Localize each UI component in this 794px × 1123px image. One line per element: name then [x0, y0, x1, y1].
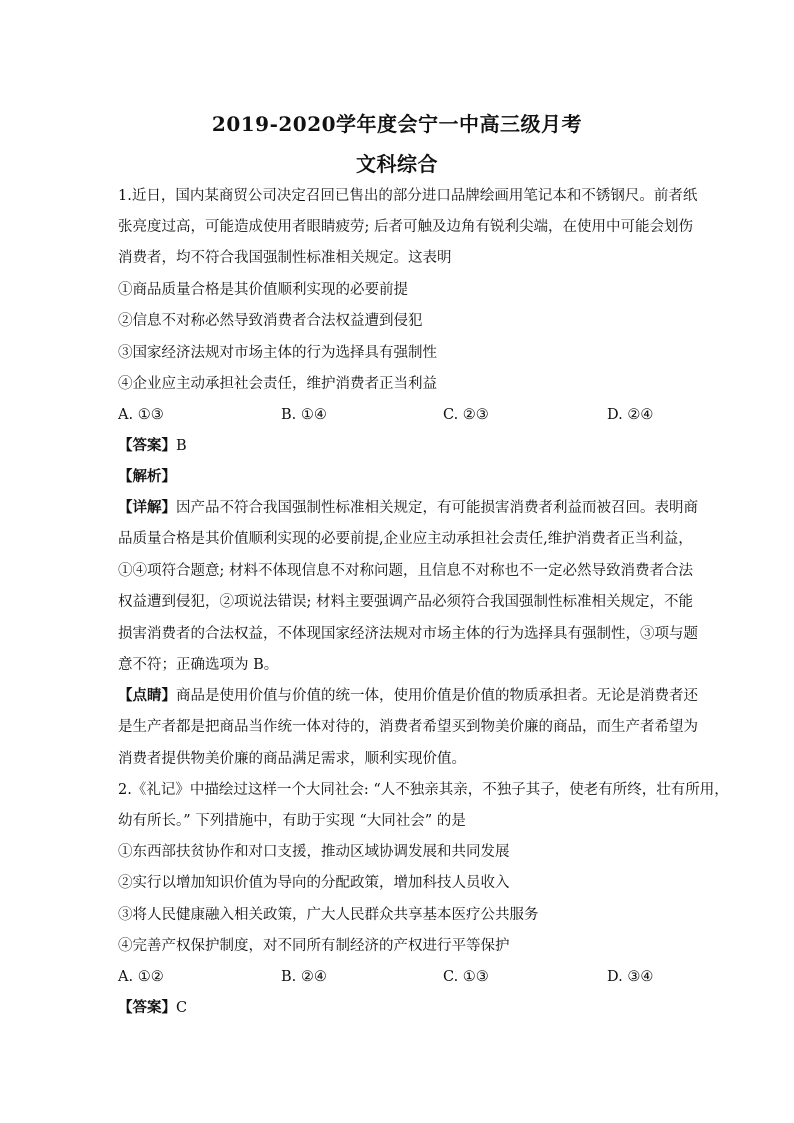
q1-comment-line: [118, 687, 698, 705]
q2-item: ④完善产权保护制度，对不同所有制经济的产权进行平等保护: [118, 938, 510, 954]
comment-tag: 【点睛】: [118, 687, 176, 704]
q1-detail-line: 损害消费者的合法权益，不体现国家经济法规对市场主体的行为选择具有强制性，③项与题: [118, 626, 698, 642]
document-title: 2019-2020学年度会宁一中高三级月考: [211, 112, 583, 136]
q1-item: ④企业应主动承担社会责任，维护消费者正当利益: [118, 376, 437, 392]
answer-value: C: [176, 1000, 188, 1016]
q1-item: ③国家经济法规对市场主体的行为选择具有强制性: [118, 345, 437, 361]
q1-item: ①商品质量合格是其价值顺利实现的必要前提: [118, 282, 408, 298]
q1-analysis-line: [118, 468, 678, 486]
detail-text: 因产品不符合我国强制性标准相关规定，有可能损害消费者利益而被召回。表明商: [176, 500, 698, 516]
q1-comment-line: 是生产者都是把商品当作统一体对待的，消费者希望买到物美价廉的商品，而生产者希望为: [118, 719, 698, 735]
q1-detail-line: [118, 499, 698, 517]
q1-detail-line: 意不符；正确选项为 B。: [118, 657, 279, 673]
q1-detail-line: 权益遭到侵犯，②项说法错误; 材料主要强调产品必须符合我国强制性标准相关规定，不能: [118, 594, 693, 610]
q2-option-b: B. ②④: [281, 969, 327, 985]
q2-item: ②实行以增加知识价值为导向的分配政策，增加科技人员收入: [118, 875, 510, 891]
q1-stem-line: 1.近日，国内某商贸公司决定召回已售出的部分进口品牌绘画用笔记本和不锈钢尺。前者纸: [118, 188, 698, 204]
q2-item: ①东西部扶贫协作和对口支援，推动区域协调发展和共同发展: [118, 844, 510, 860]
comment-text: 商品是使用价值与价值的统一体，使用价值是价值的物质承担者。无论是消费者还: [176, 688, 698, 704]
q1-answer-line: [118, 437, 678, 455]
q1-option-c: C. ②③: [443, 407, 489, 423]
q1-option-a: A. ①③: [118, 407, 164, 423]
detail-tag: 【详解】: [118, 499, 176, 516]
q2-item: ③将人民健康融入相关政策，广大人民群众共享基本医疗公共服务: [118, 907, 539, 923]
q1-detail-line: ①④项符合题意; 材料不体现信息不对称问题，且信息不对称也不一定必然导致消费者合法: [118, 563, 693, 579]
q2-option-d: D. ③④: [607, 969, 654, 985]
q2-stem-line: 2.《礼记》中描绘过这样一个大同社会: “人不独亲其亲，不独子其子，使老有所终，壮有所用，: [118, 782, 729, 798]
q2-option-a: A. ①②: [118, 969, 164, 985]
q1-stem-line: 张亮度过高，可能造成使用者眼睛疲劳; 后者可触及边角有锐利尖端，在使用中可能会划伤: [118, 219, 693, 235]
q1-comment-line: 消费者提供物美价廉的商品满足需求，顺利实现价值。: [118, 751, 466, 767]
q1-option-b: B. ①④: [281, 407, 327, 423]
q1-stem-line: 消费者，均不符合我国强制性标准相关规定。这表明: [118, 250, 452, 266]
q1-option-d: D. ②④: [607, 407, 654, 423]
q2-answer-line: [118, 999, 678, 1017]
document-subtitle: 文科综合: [356, 152, 438, 176]
q2-stem-line: 幼有所长。” 下列措施中，有助于实现 “大同社会” 的是: [118, 813, 466, 829]
answer-tag: 【答案】: [118, 999, 176, 1016]
answer-value: B: [176, 438, 187, 454]
q1-detail-line: 品质量合格是其价值顺利实现的必要前提,企业应主动承担社会责任,维护消费者正当利益，: [118, 531, 693, 547]
analysis-tag: 【解析】: [118, 468, 176, 485]
q2-option-c: C. ①③: [443, 969, 489, 985]
answer-tag: 【答案】: [118, 437, 176, 454]
q1-item: ②信息不对称必然导致消费者合法权益遭到侵犯: [118, 313, 423, 329]
